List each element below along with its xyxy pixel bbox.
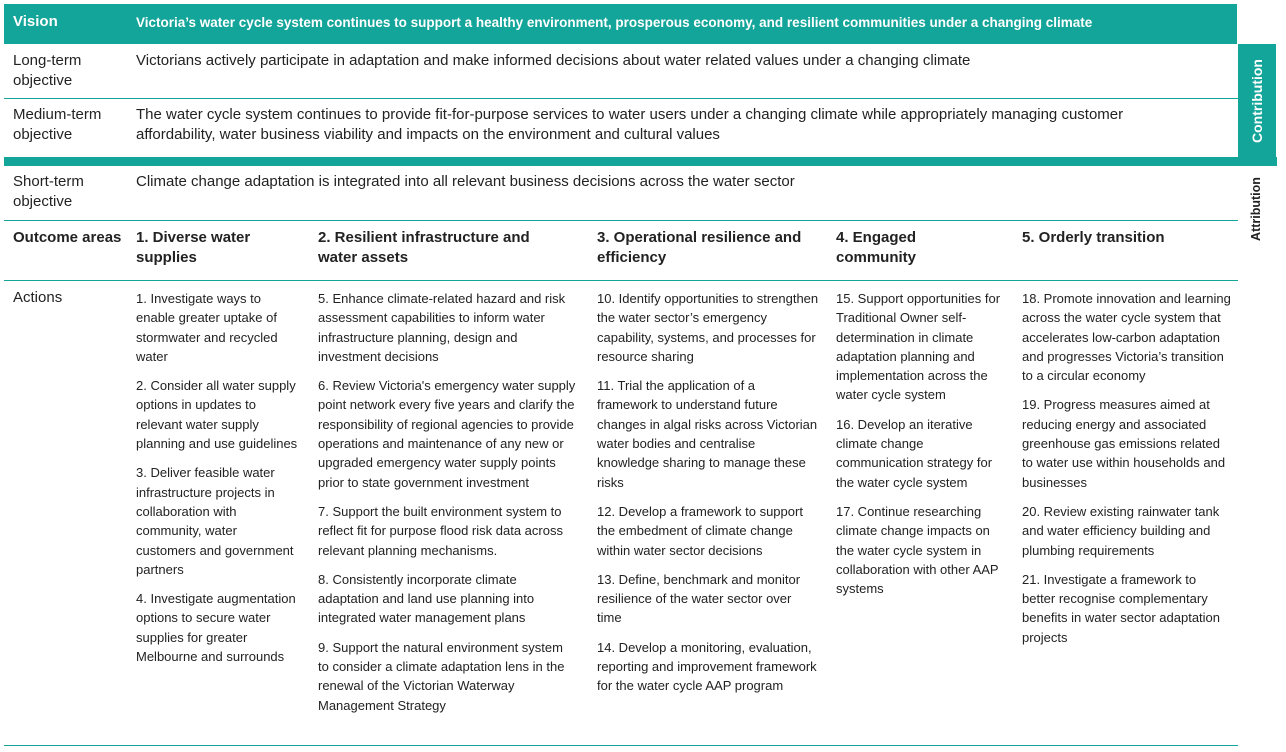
action-item: 12. Develop a framework to support the embedment of climate change within water sector decisions: [597, 503, 803, 558]
action-item: 7. Support the built environment system to reflect fit for purpose flood risk data across relevant planning mechanisms.: [318, 503, 563, 558]
action-item: 4. Investigate augmentation options to secure water supplies for greater Melbourne and surrounds: [136, 591, 296, 665]
action-item: 11. Trial the application of a framework to understand future changes in algal risks across Victorian water bodies and centralise knowledge sharing to manage these risks: [597, 378, 818, 490]
outcome-area-heading: 2. Resilient infrastructure and water assets: [318, 229, 530, 266]
short-term-text: Climate change adaptation is integrated into all relevant business decisions across the water sector: [136, 173, 795, 190]
outcome-area-heading: 3. Operational resilience and efficiency: [597, 229, 802, 266]
actions-label: Actions: [13, 289, 63, 306]
action-item: 15. Support opportunities for Traditional Owner self-determination in climate adaptation planning and implementation across the water cycle system: [836, 291, 1001, 403]
action-item: 18. Promote innovation and learning across the water cycle system that accelerates low-carbon adaptation and progresses Victoria’s transition to a circular economy: [1022, 291, 1231, 384]
outcome-areas-label: Outcome areas: [13, 229, 122, 246]
outcome-area-heading: 4. Engaged community: [836, 229, 917, 266]
action-item: 2. Consider all water supply options in updates to relevant water supply planning and use guidelines: [136, 378, 298, 452]
attribution-label: Attribution: [1249, 177, 1263, 241]
divider: [4, 98, 1238, 99]
divider: [4, 745, 1238, 746]
actions-column-diverse-water-supplies: [136, 289, 298, 676]
divider: [4, 220, 1238, 221]
actions-column-resilient-infrastructure: [318, 289, 576, 725]
action-item: 10. Identify opportunities to strengthen the water sector’s emergency capability, systems, and processes for resource sharing: [597, 291, 819, 364]
action-item: 19. Progress measures aimed at reducing energy and associated greenhouse gas emissions related to water use within households and businesses: [1022, 397, 1226, 490]
outcome-area-heading: 1. Diverse water supplies: [136, 229, 251, 266]
vision-text: Victoria’s water cycle system continues to support a healthy environment, prosperous economy, and resilient communities under a changing climate: [136, 15, 1093, 30]
action-item: 14. Develop a monitoring, evaluation, reporting and improvement framework for the water cycle AAP program: [597, 639, 817, 694]
action-item: 1. Investigate ways to enable greater uptake of stormwater and recycled water: [136, 291, 278, 364]
short-term-label: Short-term objective: [13, 173, 84, 210]
outcome-area-heading: 5. Orderly transition: [1022, 229, 1165, 246]
action-item: 21. Investigate a framework to better recognise complementary benefits in water sector adaptation projects: [1022, 571, 1221, 645]
contribution-label: Contribution: [1249, 58, 1266, 143]
actions-column-operational-resilience: [597, 289, 819, 706]
action-item: 20. Review existing rainwater tank and water efficiency building and plumbing requirements: [1022, 503, 1220, 558]
action-item: 9. Support the natural environment system to consider a climate adaptation lens in the renewal of the Victorian Waterway Management Strategy: [318, 639, 565, 713]
vision-label: Vision: [13, 13, 58, 30]
action-item: 5. Enhance climate-related hazard and risk assessment capabilities to inform water infrastructure planning, design and investment decisions: [318, 291, 566, 364]
action-item: 6. Review Victoria's emergency water supply point network every five years and clarify the responsibility of regional agencies to provide operations and maintenance of any new or upgraded emergency water supply points prior to state government investment: [318, 378, 576, 490]
medium-term-label: Medium-term objective: [13, 106, 102, 143]
action-item: 3. Deliver feasible water infrastructure projects in collaboration with community, water customers and government partners: [136, 465, 294, 577]
contribution-attribution-divider: [4, 157, 1277, 166]
action-item: 17. Continue researching climate change impacts on the water cycle system in collaboration with other AAP systems: [836, 503, 999, 597]
medium-term-text: The water cycle system continues to provide fit-for-purpose services to water users under a changing climate while appropriately managing customer affordability, water business viability and impacts on the environment and cultural values: [136, 106, 1124, 143]
action-item: 16. Develop an iterative climate change communication strategy for the water cycle system: [836, 416, 993, 490]
divider: [4, 280, 1238, 281]
action-item: 8. Consistently incorporate climate adaptation and land use planning into integrated water management plans: [318, 571, 535, 626]
action-item: 13. Define, benchmark and monitor resilience of the water sector over time: [597, 571, 801, 626]
actions-column-orderly-transition: [1022, 289, 1232, 657]
long-term-label: Long-term objective: [13, 52, 82, 89]
actions-column-engaged-community: [836, 289, 1004, 608]
long-term-text: Victorians actively participate in adaptation and make informed decisions about water related values under a changing climate: [136, 52, 971, 69]
